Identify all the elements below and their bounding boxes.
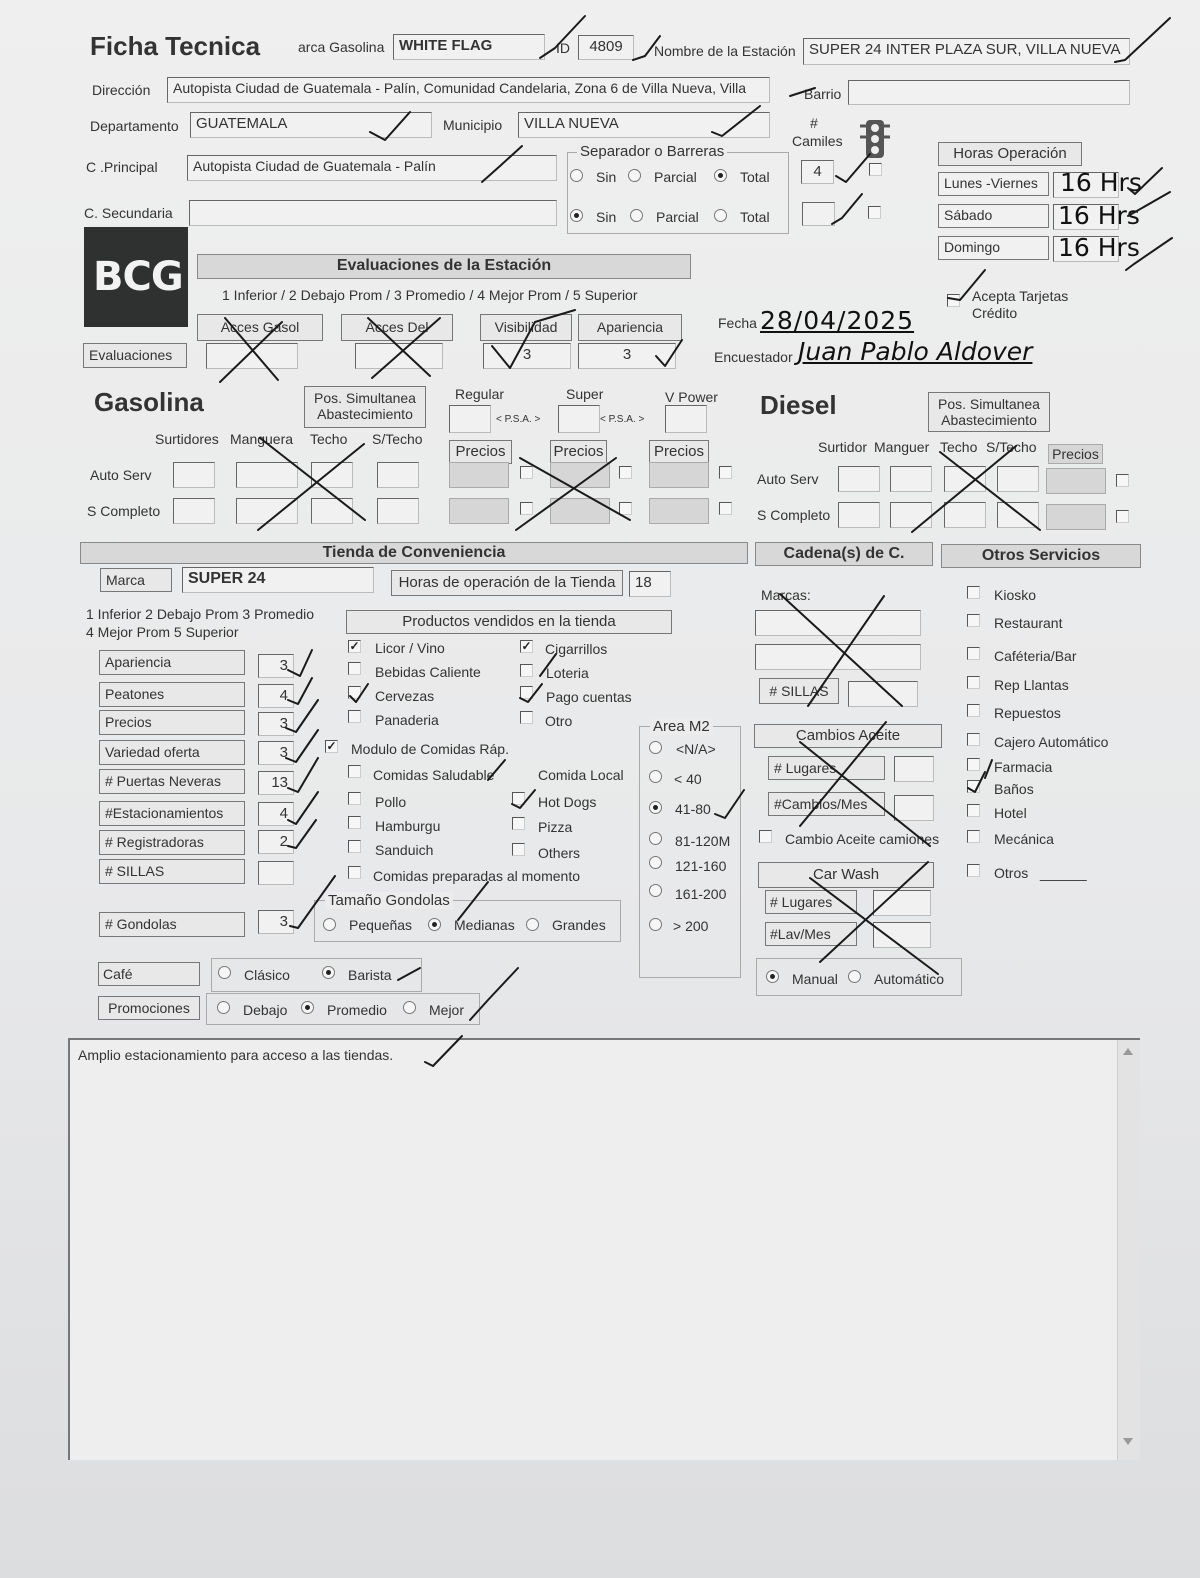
svc-hotel-label: Hotel xyxy=(994,805,1027,821)
gas-row-autoserv: Auto Serv xyxy=(90,467,152,483)
prod-saludable-label: Comidas Saludable xyxy=(373,767,495,783)
cadena-marca-1-field[interactable] xyxy=(755,610,921,636)
municipio-label: Municipio xyxy=(443,117,503,133)
sep-secundaria-sin-label: Sin xyxy=(596,209,617,225)
cafe-label: Café xyxy=(98,962,200,986)
prod-pago-label: Pago cuentas xyxy=(546,689,632,705)
svc-otros-blank[interactable]: ______ xyxy=(1040,865,1087,881)
area-gt200-radio[interactable] xyxy=(649,918,662,931)
svc-banos-label: Baños xyxy=(994,781,1034,797)
csecundaria-field[interactable] xyxy=(189,200,557,226)
gondola-medianas-label: Medianas xyxy=(454,917,515,933)
camiones-principal-checkbox[interactable] xyxy=(869,163,882,176)
cadena-sillas-field[interactable] xyxy=(848,681,918,707)
gas-precios-vpower-header: Precios xyxy=(649,440,709,464)
prod-loteria-label: Loteria xyxy=(546,665,589,681)
evaluaciones-row-label: Evaluaciones xyxy=(83,343,187,368)
sep-principal-total-radio[interactable] xyxy=(714,169,727,182)
acces-del-header: Acces Del xyxy=(341,314,453,341)
prod-licor-checkbox[interactable]: ✓ xyxy=(349,639,360,653)
svc-restaurant-checkbox[interactable] xyxy=(967,614,980,627)
acces-gasol-field[interactable] xyxy=(206,343,298,369)
prod-cigarrillos-label: Cigarrillos xyxy=(545,641,608,657)
gas-regular-psa-field[interactable] xyxy=(449,405,491,433)
cadena-header: Cadena(s) de C. xyxy=(755,542,933,566)
encuestador-label: Encuestador xyxy=(714,349,793,365)
direccion-label: Dirección xyxy=(92,82,151,98)
area-81-120-label: 81-120M xyxy=(675,833,731,849)
pen-check-mark xyxy=(985,760,992,778)
marca-label: arca Gasolina xyxy=(298,39,385,55)
gondola-pequenas-radio[interactable] xyxy=(323,918,336,931)
tienda-marca-field[interactable]: SUPER 24 xyxy=(182,567,374,593)
cafe-clasico-label: Clásico xyxy=(244,967,290,983)
hours-row-label: Domingo xyxy=(938,236,1049,260)
prod-panaderia-label: Panaderia xyxy=(375,712,439,728)
promo-label: Promociones xyxy=(98,996,200,1020)
diesel-sc-stecho[interactable] xyxy=(997,502,1039,528)
rating-sillas-field[interactable] xyxy=(258,861,294,885)
gas-pos-simultanea: Pos. Simultanea Abastecimiento xyxy=(304,386,426,428)
sep-secundaria-total-radio[interactable] xyxy=(714,209,727,222)
prod-preparadas-label: Comidas preparadas al momento xyxy=(373,868,580,884)
comments-area[interactable] xyxy=(68,1040,1140,1460)
prod-bebidas-label: Bebidas Caliente xyxy=(375,664,481,680)
evaluaciones-scale: 1 Inferior / 2 Debajo Prom / 3 Promedio / 4 Mejor Prom / 5 Superior xyxy=(222,287,638,303)
diesel-title: Diesel xyxy=(760,390,837,420)
svc-banos-checkbox[interactable] xyxy=(967,780,980,793)
rating-precios-label: Precios xyxy=(99,710,245,735)
gas-as-vpower-checkbox[interactable] xyxy=(719,466,732,479)
prod-pollo-checkbox[interactable] xyxy=(348,792,361,805)
sep-secundaria-parcial-label: Parcial xyxy=(656,209,699,225)
acces-gasol-header: Acces Gasol xyxy=(197,314,323,341)
area-group xyxy=(639,726,741,978)
camiones-label: Camiles xyxy=(792,133,843,149)
diesel-as-techo[interactable] xyxy=(944,466,986,492)
diesel-as-stecho[interactable] xyxy=(997,466,1039,492)
visibilidad-field[interactable]: 3 xyxy=(483,343,571,369)
prod-cervezas-checkbox[interactable] xyxy=(348,686,361,699)
cw-lugares-label: # Lugares xyxy=(765,890,857,914)
prod-otro-label: Otro xyxy=(545,713,573,729)
rating-precios-field[interactable]: 3 xyxy=(258,712,294,736)
hours-weekday-value: 16 Hrs xyxy=(1060,168,1142,197)
promo-debajo-label: Debajo xyxy=(243,1002,288,1018)
rating-gondolas-label: # Gondolas xyxy=(99,912,245,937)
sep-secundaria-sin-radio[interactable] xyxy=(570,209,583,222)
cw-manual-radio[interactable] xyxy=(766,970,779,983)
car-wash-header: Car Wash xyxy=(758,862,934,888)
nombre-label: Nombre de la Estación xyxy=(654,43,796,59)
svc-hotel-checkbox[interactable] xyxy=(967,804,980,817)
area-161-200-radio[interactable] xyxy=(649,884,662,897)
gas-sc-regular-checkbox[interactable] xyxy=(520,502,533,515)
area-161-200-label: 161-200 xyxy=(675,886,727,902)
diesel-row-scompleto: S Completo xyxy=(757,507,831,523)
tienda-header: Tienda de Conveniencia xyxy=(80,542,748,564)
diesel-sc-precio[interactable] xyxy=(1046,504,1106,530)
cambio-camiones-checkbox[interactable] xyxy=(759,830,772,843)
rating-puertas-field[interactable]: 13 xyxy=(258,771,294,795)
cambio-camiones-label: Cambio Aceite camiones xyxy=(785,831,940,847)
svc-cafeteria-label: Caféteria/Bar xyxy=(994,648,1077,664)
cw-automatico-radio[interactable] xyxy=(848,970,861,983)
area-na-radio[interactable] xyxy=(649,741,662,754)
gas-col-stecho: S/Techo xyxy=(372,431,423,447)
sep-principal-parcial-radio[interactable] xyxy=(628,169,641,182)
svc-otros-label: Otros xyxy=(994,865,1029,881)
diesel-col-surtidor: Surtidor xyxy=(818,439,868,455)
rating-apariencia-field[interactable]: 3 xyxy=(258,654,294,678)
area-lt40-label: < 40 xyxy=(674,771,702,787)
sep-principal-sin-radio[interactable] xyxy=(570,169,583,182)
apariencia-header: Apariencia xyxy=(578,314,682,341)
gas-as-regular-checkbox[interactable] xyxy=(520,466,533,479)
prod-sanduich-label: Sanduich xyxy=(375,842,434,858)
area-41-80-radio[interactable] xyxy=(649,801,662,814)
svc-otros-checkbox[interactable] xyxy=(967,864,980,877)
rating-estacionamientos-label: #Estacionamientos xyxy=(99,801,245,826)
prod-others-label: Others xyxy=(538,845,581,861)
svc-farmacia-checkbox[interactable] xyxy=(967,758,980,771)
visibilidad-header: Visibilidad xyxy=(480,314,572,341)
prod-bebidas-checkbox[interactable] xyxy=(348,662,361,675)
gas-psa-label: < P.S.A. > xyxy=(600,414,645,425)
gasolina-title: Gasolina xyxy=(94,387,204,417)
rating-apariencia-label: Apariencia xyxy=(99,650,245,675)
prod-sanduich-checkbox[interactable] xyxy=(348,840,361,853)
prod-modulo-checkbox[interactable]: ✓ xyxy=(326,739,337,753)
tienda-horas-label: Horas de operación de la Tienda xyxy=(391,570,623,596)
svc-cajero-checkbox[interactable] xyxy=(967,733,980,746)
diesel-sc-surtidor[interactable] xyxy=(838,502,880,528)
diesel-col-stecho: S/Techo xyxy=(986,439,1037,455)
rating-registradoras-label: # Registradoras xyxy=(99,830,245,855)
municipio-field[interactable]: VILLA NUEVA xyxy=(518,112,770,138)
gas-as-stecho[interactable] xyxy=(377,462,419,488)
gas-as-precio-vpower[interactable] xyxy=(649,462,709,488)
tienda-horas-field[interactable]: 18 xyxy=(629,571,671,597)
gas-as-super-checkbox[interactable] xyxy=(619,466,632,479)
diesel-col-precios: Precios xyxy=(1048,444,1103,464)
gondola-grandes-label: Grandes xyxy=(552,917,606,933)
marca-field[interactable]: WHITE FLAG xyxy=(393,34,545,60)
prod-modulo-label: Modulo de Comidas Ráp. xyxy=(351,741,509,757)
prod-pago-checkbox[interactable] xyxy=(520,686,533,699)
gas-psa-label: < P.S.A. > xyxy=(496,414,541,425)
area-41-80-label: 41-80 xyxy=(675,801,711,817)
comments-text: Amplio estacionamiento para acceso a las tiendas. xyxy=(78,1047,394,1063)
gas-as-techo[interactable] xyxy=(311,462,353,488)
prod-comida-local-label: Comida Local xyxy=(538,767,624,783)
id-label: ID xyxy=(556,40,570,56)
scroll-down-icon[interactable] xyxy=(1123,1438,1133,1445)
camiones-secundaria-checkbox[interactable] xyxy=(868,206,881,219)
barrio-label: Barrio xyxy=(804,86,842,102)
bcg-logo xyxy=(84,227,188,327)
diesel-col-manguer: Manguer xyxy=(874,439,930,455)
gas-as-precio-super[interactable] xyxy=(550,462,610,488)
gas-as-manguera[interactable] xyxy=(236,462,298,488)
cw-manual-label: Manual xyxy=(792,971,838,987)
tienda-scale-2: 4 Mejor Prom 5 Superior xyxy=(86,624,239,640)
cadena-sillas-label: # SILLAS xyxy=(759,678,839,704)
camiones-secundaria-field[interactable] xyxy=(802,202,835,226)
camiones-principal-field[interactable]: 4 xyxy=(801,160,834,184)
cambios-lugares-field[interactable] xyxy=(894,756,934,782)
acces-del-field[interactable] xyxy=(355,343,443,369)
area-label: Area M2 xyxy=(650,718,713,735)
prod-pizza-checkbox[interactable] xyxy=(512,817,525,830)
svc-kiosko-label: Kiosko xyxy=(994,587,1037,603)
prod-pollo-label: Pollo xyxy=(375,794,407,810)
rating-registradoras-field[interactable]: 2 xyxy=(258,830,294,854)
prod-cigarrillos-checkbox[interactable]: ✓ xyxy=(521,639,532,653)
svc-farmacia-label: Farmacia xyxy=(994,759,1053,775)
gas-col-manguera: Manguera xyxy=(230,431,294,447)
gondola-label: Tamaño Gondolas xyxy=(325,892,453,909)
gondola-pequenas-label: Pequeñas xyxy=(349,917,413,933)
gas-sc-precio-vpower[interactable] xyxy=(649,498,709,524)
pen-check-mark xyxy=(832,194,862,224)
area-lt40-radio[interactable] xyxy=(649,770,662,783)
cprincipal-field[interactable]: Autopista Ciudad de Guatemala - Palín xyxy=(187,155,557,181)
rating-variedad-label: Variedad oferta xyxy=(99,740,245,765)
gas-product-super: Super xyxy=(566,386,604,402)
promo-mejor-label: Mejor xyxy=(429,1002,465,1018)
prod-hamburgu-label: Hamburgu xyxy=(375,818,441,834)
rating-gondolas-field[interactable]: 3 xyxy=(258,910,294,934)
sep-principal-parcial-label: Parcial xyxy=(654,169,697,185)
diesel-as-manguer[interactable] xyxy=(890,466,932,492)
csecundaria-label: C. Secundaria xyxy=(84,205,173,221)
cw-lugares-field[interactable] xyxy=(873,890,931,916)
direccion-field[interactable]: Autopista Ciudad de Guatemala - Palín, Comunidad Candelaria, Zona 6 de Villa Nueva, Villa xyxy=(167,77,770,103)
traffic-light-icon xyxy=(858,118,894,160)
svc-llantas-label: Rep Llantas xyxy=(994,677,1069,693)
svc-cajero-label: Cajero Automático xyxy=(994,734,1109,750)
svc-mecanica-checkbox[interactable] xyxy=(967,830,980,843)
cambios-mes-field[interactable] xyxy=(894,795,934,821)
diesel-sc-manguer[interactable] xyxy=(890,502,932,528)
svc-restaurant-label: Restaurant xyxy=(994,615,1063,631)
prod-hamburgu-checkbox[interactable] xyxy=(348,816,361,829)
prod-otro-checkbox[interactable] xyxy=(520,711,533,724)
separador-label: Separador o Barreras xyxy=(577,143,727,160)
cafe-barista-label: Barista xyxy=(348,967,392,983)
camiones-hash: # xyxy=(810,115,818,131)
rating-estacionamientos-field[interactable]: 4 xyxy=(258,802,294,826)
prod-preparadas-checkbox[interactable] xyxy=(348,866,361,879)
evaluaciones-header: Evaluaciones de la Estación xyxy=(197,254,691,279)
hours-row-label: Sábado xyxy=(938,204,1049,228)
gas-vpower-psa-field[interactable] xyxy=(665,405,707,433)
gas-col-surtidores: Surtidores xyxy=(155,431,219,447)
gas-precios-super-header: Precios xyxy=(550,440,607,464)
sep-secundaria-parcial-radio[interactable] xyxy=(630,209,643,222)
area-121-160-radio[interactable] xyxy=(649,856,662,869)
rating-variedad-field[interactable]: 3 xyxy=(258,741,294,765)
promo-debajo-radio[interactable] xyxy=(217,1001,230,1014)
form-title: Ficha Tecnica xyxy=(90,31,261,61)
promo-promedio-label: Promedio xyxy=(327,1002,387,1018)
prod-panaderia-checkbox[interactable] xyxy=(348,710,361,723)
prod-hotdogs-label: Hot Dogs xyxy=(538,794,597,810)
diesel-pos-simultanea: Pos. Simultanea Abastecimiento xyxy=(928,392,1050,432)
scroll-up-icon[interactable] xyxy=(1123,1048,1133,1055)
sep-secundaria-total-label: Total xyxy=(740,209,770,225)
gas-sc-vpower-checkbox[interactable] xyxy=(719,502,732,515)
area-81-120-radio[interactable] xyxy=(649,832,662,845)
gas-sc-precio-super[interactable] xyxy=(550,498,610,524)
rating-puertas-label: # Puertas Neveras xyxy=(99,769,245,794)
svc-repuestos-label: Repuestos xyxy=(994,705,1061,721)
rating-sillas-label: # SILLAS xyxy=(99,859,245,884)
credito-label: Crédito xyxy=(972,305,1018,321)
diesel-row-autoserv: Auto Serv xyxy=(757,471,819,487)
gas-sc-stecho[interactable] xyxy=(377,498,419,524)
gas-product-vpower: V Power xyxy=(665,389,718,405)
productos-header: Productos vendidos en la tienda xyxy=(346,610,672,634)
svc-mecanica-label: Mecánica xyxy=(994,831,1054,847)
promo-mejor-radio[interactable] xyxy=(403,1001,416,1014)
svc-repuestos-checkbox[interactable] xyxy=(967,704,980,717)
diesel-as-precio[interactable] xyxy=(1046,468,1106,494)
prod-hotdogs-checkbox[interactable] xyxy=(512,792,525,805)
gas-as-precio-regular[interactable] xyxy=(449,462,509,488)
gas-sc-super-checkbox[interactable] xyxy=(619,502,632,515)
area-121-160-label: 121-160 xyxy=(675,858,727,874)
encuestador-value[interactable]: Juan Pablo Aldover xyxy=(798,337,1033,366)
prod-loteria-checkbox[interactable] xyxy=(520,664,533,677)
prod-others-checkbox[interactable] xyxy=(512,843,525,856)
cambios-lugares-label: # Lugares xyxy=(768,756,885,780)
fecha-label: Fecha xyxy=(718,315,757,331)
acepta-tarjetas-checkbox[interactable] xyxy=(947,294,960,307)
horas-operacion-header: Horas Operación xyxy=(938,142,1082,166)
prod-cervezas-label: Cervezas xyxy=(375,688,435,704)
diesel-sc-techo[interactable] xyxy=(944,502,986,528)
apariencia-field[interactable]: 3 xyxy=(578,343,676,369)
prod-saludable-checkbox[interactable] xyxy=(348,765,361,778)
gondola-medianas-radio[interactable] xyxy=(428,918,441,931)
hours-row-label: Lunes -Viernes xyxy=(938,172,1049,196)
svc-kiosko-checkbox[interactable] xyxy=(967,586,980,599)
svc-cafeteria-checkbox[interactable] xyxy=(967,647,980,660)
gas-row-scompleto: S Completo xyxy=(87,503,161,519)
cw-lav-field[interactable] xyxy=(873,922,931,948)
cw-automatico-label: Automático xyxy=(874,971,945,987)
gas-as-surtidores[interactable] xyxy=(173,462,215,488)
sep-principal-total-label: Total xyxy=(740,169,770,185)
prod-pizza-label: Pizza xyxy=(538,819,573,835)
cadena-marca-2-field[interactable] xyxy=(755,644,921,670)
gas-sc-surtidores[interactable] xyxy=(173,498,215,524)
gas-super-psa-field[interactable] xyxy=(558,405,600,433)
nombre-field[interactable]: SUPER 24 INTER PLAZA SUR, VILLA NUEVA xyxy=(803,38,1130,65)
gas-product-regular: Regular xyxy=(455,386,505,402)
diesel-as-surtidor[interactable] xyxy=(838,466,880,492)
gas-sc-manguera[interactable] xyxy=(236,498,298,524)
id-field[interactable]: 4809 xyxy=(578,35,634,60)
gas-sc-precio-regular[interactable] xyxy=(449,498,509,524)
departamento-label: Departamento xyxy=(90,118,179,134)
fecha-value[interactable]: 28/04/2025 xyxy=(760,306,915,335)
sep-principal-sin-label: Sin xyxy=(596,169,617,185)
hours-sunday-value: 16 Hrs xyxy=(1058,233,1140,262)
hours-saturday-value: 16 Hrs xyxy=(1058,201,1140,230)
cw-lav-label: #Lav/Mes xyxy=(765,922,857,946)
cafe-barista-radio[interactable] xyxy=(322,966,335,979)
cadena-marcas-label: Marcas: xyxy=(761,587,811,603)
gas-precios-regular-header: Precios xyxy=(449,440,512,464)
cafe-clasico-radio[interactable] xyxy=(218,966,231,979)
gondola-grandes-radio[interactable] xyxy=(526,918,539,931)
gas-col-techo: Techo xyxy=(310,431,348,447)
area-gt200-label: > 200 xyxy=(673,918,709,934)
svc-llantas-checkbox[interactable] xyxy=(967,676,980,689)
area-na-label: <N/A> xyxy=(676,741,716,757)
cprincipal-label: C .Principal xyxy=(86,159,158,175)
tienda-marca-label: Marca xyxy=(100,568,172,592)
diesel-as-checkbox[interactable] xyxy=(1116,474,1129,487)
diesel-sc-checkbox[interactable] xyxy=(1116,510,1129,523)
prod-licor-label: Licor / Vino xyxy=(375,640,445,656)
rating-peatones-label: Peatones xyxy=(99,682,245,707)
cambios-aceite-header: Cambios Aceite xyxy=(754,724,942,748)
tienda-scale-1: 1 Inferior 2 Debajo Prom 3 Promedio xyxy=(86,606,314,622)
promo-promedio-radio[interactable] xyxy=(301,1001,314,1014)
acepta-label: Acepta Tarjetas xyxy=(972,288,1069,304)
rating-peatones-field[interactable]: 4 xyxy=(258,684,294,708)
diesel-col-techo: Techo xyxy=(940,439,978,455)
logo-text: BCG xyxy=(93,254,183,300)
departamento-field[interactable]: GUATEMALA xyxy=(190,112,432,138)
barrio-field[interactable] xyxy=(848,80,1130,105)
comments-scrollbar[interactable] xyxy=(1117,1040,1140,1460)
otros-servicios-header: Otros Servicios xyxy=(941,544,1141,568)
gas-sc-techo[interactable] xyxy=(311,498,353,524)
cambios-mes-label: #Cambios/Mes xyxy=(768,792,885,816)
